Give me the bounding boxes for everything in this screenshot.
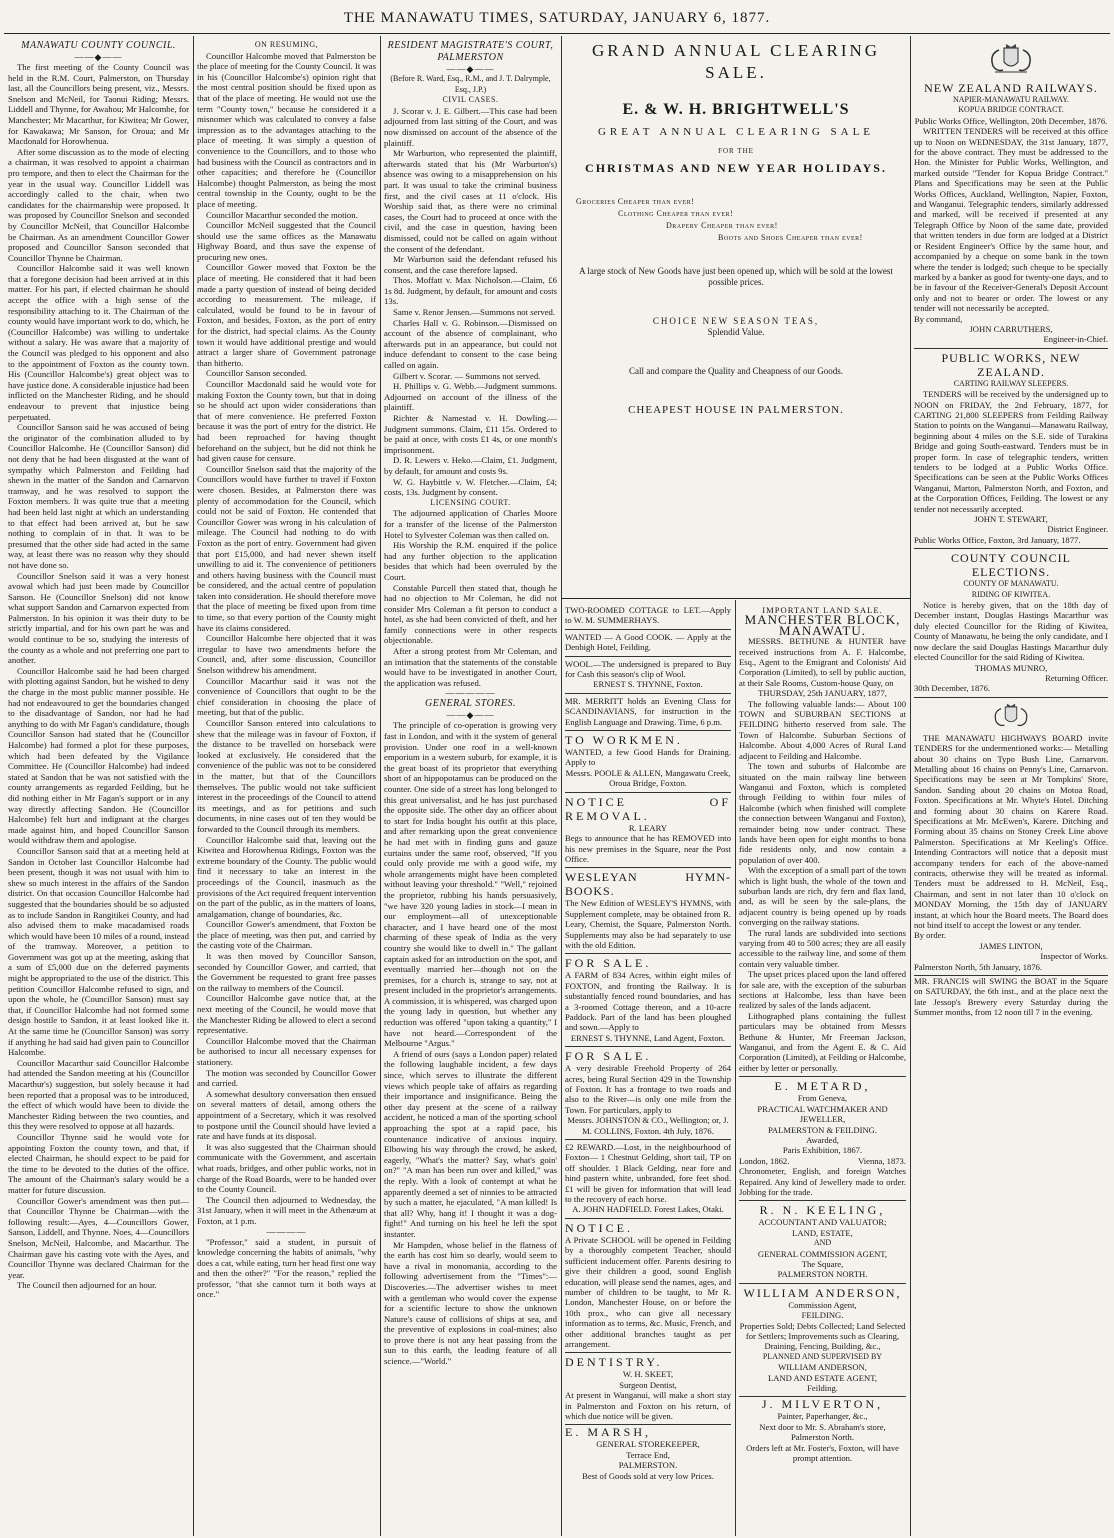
advert-line: PLANNED AND SUPERVISED BY (762, 1351, 883, 1361)
paragraph: Councillor Thynne said he would vote for appointing Foxton the county town, and that, if elected Chairman, he should expect to be paid for the time to be devoted to the duties of the office. The amount of the Chairman's salary would be a matter for future discussion. (8, 1131, 189, 1195)
advert-dentistry (565, 1353, 731, 1425)
paragraph: Councillor Snelson said that the majority of the Councillors would have further to travel if Foxton were chosen. Besides, at Palmerston there was plenty of accommodation for the Council, which could not be said of Foxton. He contended that Councillor Gower was wrong in his calculation of mileage. The Council had nothing to do with Foxton as the port of entry. Government had given that port £15,000, and had never shewn itself unwilling to aid it. The convenience of petitioners and others having business with the Council must be considered, and the actual centre of population taken into consideration. He should therefore move that the place of meeting be fixed upon from time to time, so that every portion of the County might have its claims considered. (197, 463, 376, 633)
advert-subheading: COUNTY OF MANAWATU. (963, 579, 1059, 589)
paragraph: Councillor Halcombe said it was well known that a foregone decision had been arrived at in this matter. For his part, if elected chairman he should accept the office with a high sense of the responsibility attaching to it. The Chairman of the county would have important work to do, which, he (Councillor Halcombe) was willing to undertake without a salary. He was aware that a majority of the Council was pledged to his opponent and also to the appointment of Foxton as the county town. His (Councillor Halcombe's) great object was to have justice done. A considerable injustice had been inflicted on the Manchester Riding, and he should endeavour to prevent that injustice being perpetuated. (8, 263, 189, 422)
advert-text: A very desirable Freehold Property of 264 acres, being Rural Section 429 in the Township of Foxton. It has a frontage to two roads and also to the River—is only one mile from the Town. For particulars, apply to (565, 1063, 731, 1115)
advert-subtitle: GENERAL STOREKEEPER, (596, 1439, 700, 1450)
paragraph: D. R. Lewers v. Heko.—Claim, £1. Judgment, by default, for amount and costs 9s. (384, 455, 557, 476)
paragraph: After a strong protest from Mr Coleman, and an intimation that the statements of the constable would have to be investigated in another Court, the application was refused. (384, 646, 557, 688)
advert-line: AND (813, 1238, 832, 1248)
advert-heading: WILLIAM ANDERSON, (743, 1285, 902, 1300)
advert-wool (565, 657, 731, 694)
advert-text: A FARM of 834 Acres, within eight miles of FOXTON, and fronting the Railway. It is substantially fenced round boundaries, and has a 3-roomed Cottage thereon, and a 10-acre Paddock. Part of the land has been ploughed and sown.—Apply to (565, 970, 731, 1033)
advert-freehold-sale (565, 1047, 731, 1140)
advert-awarded: Awarded, (806, 1134, 839, 1145)
advert-footer: Orders left at Mr. Foster's, Foxton, will have prompt attention. (746, 1442, 899, 1464)
advert-line: GENERAL COMMISSION AGENT, (757, 1248, 888, 1259)
advert-signature: Messrs. JOHNSTON & CO., Wellington; or, J. M. COLLINS, Foxton. 4th July, 1876. (567, 1115, 729, 1136)
paragraph: Mr Warburton said the defendant refused his consent, and the case therefore lapsed. (384, 254, 557, 275)
advert-heading: E. METARD, (774, 1079, 871, 1094)
paragraph: The Council then adjourned to Wednesday, the 31st January, when it will meet in the Athenæum at Foxton, at 1 p.m. (197, 1194, 376, 1226)
advert-text: £2 REWARD.—Lost, in the neighbourhood of Foxton— 1 Chestnut Gelding, short tail, TP on off shoulder. 1 Black Gelding, near fore and hind pastern white, unbranded, fore feet shod. £1 will be given for information that will lead to the recovery of each horse. (565, 1142, 731, 1205)
advert-line: By command, (914, 313, 963, 324)
paragraph: Thos. Moffatt v. Max Nicholson.—Claim, £6 1s 8d. Judgment, by default, for amount and costs 13s. (384, 275, 557, 307)
advert-text: A Private SCHOOL will be opened in Feilding by a thoroughly competent Teacher, should sufficient inducement offer. Parents desiring to give their children a good, sound English education, will please send the names, ages, and number of children to be taught, to Mr R. London, Manchester House, on or before the 10th prox., who can give all necessary information as to terms, &c. Music, French, and other additional branches taught as per arrangement. (565, 1234, 731, 1349)
advert-line: FEILDING. (801, 1310, 844, 1321)
column-adverts-4 (565, 603, 731, 1534)
masthead: THE MANAWATU TIMES, SATURDAY, JANUARY 6, 1877. (343, 10, 771, 26)
article-court-and-stores (384, 40, 557, 1534)
paragraph: Councillor Macarthur seconded the motion. (206, 209, 358, 220)
paragraph: Councillor Gower moved that Foxton be the place of meeting. He considered that it had been made a party question of instead of being decided according to measurement. The mileage, if calculated, would be found to be in favour of Foxton, and besides, Foxton, as the port of entry for the district, had special claims. As the County town it would have additional prestige and would attract a larger share of Government patronage than hitherto. (197, 262, 376, 368)
advert-signature: JOHN T. STEWART, (974, 514, 1048, 525)
paragraph: The motion was seconded by Councillor Gower and carried. (197, 1067, 376, 1089)
paragraph: Notice is hereby given, that on the 18th day of December instant, Douglas Hastings Macarthur was duly elected Councillor for the Riding of Kiwitea, County of Manawatu, he being the only candidate, and I now declare the said Douglas Hastings Macarthur duly elected Councillor for the said Riding of Kiwitea. (914, 600, 1108, 663)
paragraph: THE MANAWATU HIGHWAYS BOARD invite TENDERS for the undermentioned works:— Metalling about 30 chains on Typo Bush Line, Carnarvon. Metalling about 16 chains on Penny's Line, Carnarvon. Specifications may be seen at Mr Tompkins' Store, Sandon. Sanding about 20 chains on Motoa Road, Foxton. Specifications at Mr. Whyte's Hotel. Ditching and forming about 30 chains on Karere Road. Specifications at Mr. McEwen's, Karere. Ditching and Forming about 35 chains on Stoney Creek Line above Palmerston. Specifications at Mr Keeling's Office. Intending Contractors will notice that a deposit must accompany tenders for each of the above-named contracts, otherwise they will be treated as informal. Tenders must be addressed to H. McNeil, Esq., Chairman, and sent in not later than 10 o'clock on MONDAY Morning, the 15th day of JANUARY instant, at which hour the Board meets. The Board does not bind itself to accept the lowest or any tender. (914, 732, 1108, 931)
advert-subheading: RIDING OF KIWITEA. (971, 589, 1051, 599)
divider: ——◆—— (446, 710, 495, 721)
advert-text: The New Edition of WESLEY'S HYMNS, with Supplement complete, may be obtained from R. Leary, Chemist, the Square, Palmerston North. Supplements may also be had separately to use with the old Edition. (565, 898, 731, 950)
divider: ——◆—— (446, 64, 495, 74)
paragraph: Gilbert v. Scorar. — Summons not served. (393, 370, 541, 381)
paragraph: It was also suggested that the Chairman should communicate with the Government, and ascertain what roads, bridges, and other public works, not in charge of the Road Boards, were to be handed over to the County Council. (197, 1141, 376, 1195)
advert-title: Inspector of Works. (1040, 951, 1108, 962)
court-bench: (Before R. Ward, Esq., R.M., and J. T. Dalrymple, Esq., J.P.) (390, 74, 551, 94)
article-county-council (8, 40, 189, 1534)
advert-text: TWO-ROOMED COTTAGE to LET.—Apply to W. M. SUMMERHAYS. (565, 605, 731, 626)
paragraph: Mr Hampden, whose belief in the flatness of the earth has cost him so dearly, would seem to have a rival in monomania, according to the following advertisement from the "Times":—Discoveries.—The advertiser wishes to meet with a gentleman who would cover the expense for a scientific lecture to show the unknown Nature's cause of collisions of ships at sea, and the preventive of explosions in coal-mines; also to prove there is not any heat passing from the sun to this earth, the leading feature of all science.—"World." (384, 1239, 557, 1367)
advert-line: By order. (914, 930, 946, 941)
advert-workmen (565, 731, 731, 793)
column-rule (193, 36, 194, 1536)
column-adverts-6 (914, 40, 1108, 1534)
sale-line: GREAT ANNUAL CLEARING SALE (597, 126, 875, 138)
column-rule (910, 36, 911, 1536)
advert-heading: J. MILVERTON, (761, 1397, 884, 1412)
paragraph: Councillor Gower's amendment, that Foxton be the place of meeting, was then put, and carried by the casting vote of the Chairman. (197, 919, 376, 951)
advert-text: MR. MERRITT holds an Evening Class for SCANDINAVIANS, for instruction in the English Language and Drawing. Time, 6 p.m. (565, 695, 731, 727)
firm-name: E. & W. H. BRIGHTWELL'S (622, 101, 850, 118)
advert-line: ACCOUNTANT AND VALUATOR; (758, 1217, 887, 1228)
advert-heading: PUBLIC WORKS, NEW ZEALAND. (941, 350, 1081, 379)
paragraph: Councillor Sanson said he was accused of being the originator of the combination alluded to by Councillor Halcombe. He (Councillor Sanson) did not deny that he had been disgusted at the want of sympathy which Palmerston and Feilding had shewn in the matter of the Sandon and Carnarvon tramway, and he was resolved to support the Foxton members. It was quite true that a meeting had been held last night at which an understanding to that effect had been arrived at, but he saw nothing to complain of in that. It was to be presumed that the other side had acted in the same way, at least there was no reason why they should not have done so. (8, 422, 189, 570)
paragraph: J. Scorar v. J. E. Gilbert.—This case had been adjourned from last sitting of the Court, and was now dismissed on account of the absence of the plaintiff. (384, 105, 557, 148)
advert-highways-board (914, 698, 1108, 976)
advert-heading: NOTICE OF REMOVAL. (565, 794, 731, 823)
advert-text: WANTED — A Good COOK. — Apply at the Denbigh Hotel, Feilding. (565, 631, 731, 653)
cheapest-line: CHEAPEST HOUSE IN PALMERSTON. (628, 404, 844, 416)
teas-line: CHOICE NEW SEASON TEAS, (652, 316, 820, 326)
advert-address: The Square, (801, 1258, 844, 1269)
advert-office: Public Works Office, Wellington, 20th December, 1876. (914, 115, 1108, 126)
section-heading: LICENSING COURT. (430, 497, 511, 507)
advert-signature: JAMES LINTON, (979, 940, 1043, 951)
paragraph: MESSRS. BETHUNE & HUNTER have received instructions from A. F. Halcombe, Esq., Agent to the Emigrant and Colonists' Aid Corporation (Limited), to sell by public auction, at their Sale Rooms, Custom-house Quay, on (739, 636, 906, 688)
advert-heading: E. MARSH, (565, 1425, 652, 1440)
paragraph: Councillor Macarthur said Councillor Halcombe had attended the Sandon meeting at his (Councillor Macarthur's) suggestion, but solely because it had been reported that a proposal was to be introduced, the effect of which would have been to divide the Manchester Riding between the two counties, and this they were resolved to oppose at all hazards. (8, 1057, 189, 1132)
advert-address: Terrace End, (626, 1449, 670, 1460)
advert-merritt (565, 694, 731, 731)
advert-heading: TO WORKMEN. (565, 733, 683, 748)
advert-heading: FOR SALE. (565, 956, 652, 971)
advert-award: London, 1862. (739, 1155, 790, 1166)
advert-heading: WESLEYAN HYMN-BOOKS. (565, 870, 731, 899)
advert-town: PALMERSTON. (618, 1460, 678, 1471)
advert-council-elections (914, 549, 1108, 697)
article-heading: MANAWATU COUNTY COUNCIL. (21, 40, 176, 51)
advert-grand-clearing-sale (566, 40, 906, 596)
paragraph: With the exception of a small part of the town which is light bush, the whole of the town and suburban lands are rich, dry fern and flax land, and, as will be seen by the sale-plans, the adjacent country is being opened up by roads converging on the railway stations. (739, 865, 906, 928)
paragraph: Constable Purcell then stated that, though he had no objection to Mr Coleman, he did not consider Mrs Coleman a fit person to conduct a hotel, as she had been convicted of theft, and her family connections were in other respects objectionable. (384, 582, 557, 646)
column-rule (561, 36, 562, 1536)
paragraph: W. G. Haybittle v. W. Fletcher.—Claim, £4; costs, 13s. Judgment by consent. (384, 476, 557, 498)
advert-keeling (739, 1201, 906, 1283)
advert-heading: NOTICE. (565, 1220, 633, 1235)
paragraph: After some discussion as to the mode of electing a chairman, it was resolved to appoint a chairman pro tempore, and then to elect the Chairman for the year in the usual way. Councillor Liddell was accordingly called to the chair, when two candidates for the chairmanship were proposed. It was proposed by Councillor Snelson and seconded by Councillor McNeil, that Councillor Halcombe be Chairman. As an amendment Councillor Gower proposed and Councillor Sanson seconded that Councillor Thynne be Chairman. (8, 146, 189, 263)
advert-signature: JOHN CARRUTHERS, (969, 323, 1053, 334)
advert-footer: Best of Goods sold at very low Prices. (582, 1470, 714, 1481)
paragraph: Councillor Sanson said that at a meeting held at Sandon in October last Councillor Halcombe had been present, though it was not usual with him to shew so much interest in the affairs of the Sandon district. On that occasion Councillor Halcombe had suggested that the boundaries should be so adjusted as to include Sandon in Rangitikei County, and had also advised them to make macadamised roads which would have been 10 miles of a round, instead of the tramway. Moreover, a petition to Government was got up at the meeting, asking that a sum of £5,000 due on the deferred payments might be appropriated to the use of the district. This petition Councillor Halcombe refused to sign, and upon the whole, he (Councillor Sanson) must say that, if Councillor Halcombe had not formed some design hostile to Sandon, it at least looked like it. At the same time he (Councillor Sanson) was sorry if anything he had said had given pain to Councillor Halcombe. (8, 845, 189, 1058)
advert-reward (565, 1140, 731, 1219)
paragraph: The town and suburbs of Halcombe are situated on the main railway line between Wanganui and Foxton, which is completed through Feilding to within four miles of Halcombe (which when finished will complete the connection between Wanganui and Foxton), remainder being now under contract. These lands have been open for eight months to bona fide residents only, and now contain a population of over 400. (739, 761, 906, 865)
paragraph: The Council then adjourned for an hour. (17, 1280, 157, 1291)
advert-subtitle: From Geneva, (797, 1093, 848, 1104)
paragraph: Councillor Snelson said it was a very honest avowal which had just been made by Councillor Sanson. He (Councillor Snelson) did not know what support Sandon and Carnarvon expected from Palmerston. In his opinion it was their duty to be strictly impartial, and for his own part he was and would continue to be so, studying the interests of the county as a whole and not preferring one part to another. (8, 570, 189, 666)
advert-farm-sale (565, 954, 731, 1047)
advert-award: Paris Exhibition, 1867. (782, 1145, 863, 1156)
paragraph: The upset prices placed upon the land offered for sale are, with the exception of the suburban sections at Halcombe, less than have been realized by sales of the lands adjacent. (739, 969, 906, 1011)
paragraph: Councillor McNeil suggested that the Council should use the same offices as the Manawatu Highway Board, and thus save the expense of procuring new ones. (197, 220, 376, 262)
paragraph: A friend of ours (says a London paper) related the following laughable incident, a few days since, which serves to illustrate the different views which people take of affairs as regarding their importance and insignificance. Being the other day present at the scene of a railway accident, he noticed a man of the sporting school approaching the spot at a rapid pace, his countenance indicative of anxious inquiry. Elbowing his way through the crowd, he asked, eagerly, "What's the matter? Say, what's goin' on?" "A man has been run over and killed," was the reply. With a look of contempt at what he apparently deemed a set of ninnies to be attracted by such a matter, he ejaculated, "A man killed! Is that all? Why, hang it! I thought it was a dog-fight!" And turning on his heel he left the spot instanter. (384, 1048, 557, 1239)
advert-name: WILLIAM ANDERSON, (778, 1362, 867, 1373)
advert-heading: DENTISTRY. (565, 1355, 663, 1370)
paragraph: The principle of co-operation is growing very fast in London, and with it the system of general provision. Under one roof in a well-known emporium in a western suburb, for example, it is the great boast of its proprietor that everything short of an hippopotamus can be produced on the counter. One side of a street has long belonged to this great universalist, and he has just purchased the opposite side. The other day an officer about to start for India bought his outfit at this place, and after remarking upon the great convenience he had met with in finding guns and gauze curtains under the same roof, observed, "If you could only provide me with a good wife, my whole arrangements might have been completed without leaving your threshold." "Well," rejoined the proprietor, rubbing his hands persuasively, "we have 320 young ladies in stock—I mean in our employment—all of unexceptionable character, and I have heard one of the most charming of these speak of India as the very country she would like to dwell in." The gallant captain asked for an introduction on the spot, and eventually married her—though not on the premises, for a church is, strange to say, not at present included in the proprietor's arrangements. A commission, it is whispered, was charged upon the young lady in question, but whether any reduction was offered "upon taking a quantity," I have not heard.—Correspondent of the Melbourne "Argus." (384, 720, 557, 1049)
advert-subheading: CARTING RAILWAY SLEEPERS. (953, 378, 1069, 388)
advert-removal (565, 793, 731, 869)
advert-text: WANTED, a few Good Hands for Draining. Apply to (565, 747, 731, 768)
paragraph: Councillor Halcombe here objected that it was irregular to have two amendments before the Council, and, after some discussion, Councillor Snelson withdrew his amendment. (197, 633, 376, 676)
advert-text: MR. FRANCIS will SWING the BOAT in the Square on SATURDAY, the 6th inst., and at the place next the late Jessop's Brewery every Saturday during the Summer months, from 12 noon till 7 in the evening. (914, 976, 1108, 1018)
paragraph: TENDERS will be received by the undersigned up to NOON on FRIDAY, the 2nd February, 1877, for CARTING 21,800 SLEEPERS from Feilding Railway Station to points on the Wanganui—Manawatu Railway, beginning about 4 miles on the S.E. side of Turakina Bridge and going South-eastward. Tenders must be in proper form. In case of telegraphic tenders, written tenders to be lodged at a Public Works Office. Specifications can be seen at the Public Works Offices Wanganui, Marton, Palmerston North, and Foxton, and at the Corporation Offices, Feilding. The lowest or any tender not necessarily accepted. (914, 389, 1108, 514)
paragraph: Same v. Renor Jensen.—Summons not served. (393, 307, 556, 318)
advert-subtitle: Surgeon Dentist, (619, 1379, 677, 1390)
advert-title: Returning Officer. (1045, 672, 1108, 683)
section-heading: CIVIL CASES. (442, 95, 499, 105)
paragraph: Councillor Halcombe moved that the Chairman be authorised to incur all necessary expenses for stationery. (197, 1035, 376, 1067)
advert-text: Begs to announce that he has REMOVED into his new premises in the Square, near the Post Office. (565, 833, 731, 864)
advert-line: LAND, ESTATE, (792, 1227, 853, 1238)
advert-title: Engineer-in-Chief. (1043, 334, 1108, 345)
paragraph: Lithographed plans containing the fullest particulars may be obtained from Messrs Bethune & Hunter, Mr Freeman Jackson, Wanganui, and from the Agent E. & C. Aid Corporation (Limited), at Feilding or Halcombe, either by letter or personally. (739, 1010, 906, 1073)
royal-coat-of-arms-icon (981, 42, 1041, 76)
column-adverts-5 (739, 603, 906, 1534)
advert-school-notice (565, 1219, 731, 1353)
advert-signature: ERNEST S. THYNNE, Land Agent, Foxton. (570, 1032, 726, 1043)
advert-town: Feilding. (807, 1383, 838, 1394)
article-heading: RESIDENT MAGISTRATE'S COURT, PALMERSTON (387, 40, 554, 63)
advert-text: WOOL.—The undersigned is prepared to Buy for Cash this season's clip of Wool. (565, 658, 731, 680)
call-line: Call and compare the Quality and Cheapness of our Goods. (629, 366, 843, 376)
article-heading: GENERAL STORES. (424, 698, 517, 710)
advert-milverton (739, 1397, 906, 1463)
paragraph: A somewhat desultory conversation then ensued on several matters of detail, among others the appointment of a Secretary, which it was resolved to postpone until the Council should have levied a rate and have funds at its disposal. (197, 1088, 376, 1142)
advert-cook (565, 630, 731, 657)
paragraph: His Worship the R.M. enquired if the police had any further objection to the application besides that which had been overruled by the Court. (384, 540, 557, 582)
advert-signature: A. JOHN HADFIELD. Forest Lakes, Otaki. (572, 1204, 724, 1215)
advert-date: Palmerston North, 5th January, 1876. (914, 961, 1043, 972)
advert-francis-boat (914, 976, 1108, 1018)
advert-town: PALMERSTON NORTH. (777, 1269, 868, 1280)
advert-name: R. LEARY (628, 822, 668, 833)
advert-heading: COUNTY COUNCIL ELECTIONS. (951, 551, 1071, 580)
advert-heading: FOR SALE. (565, 1049, 652, 1064)
paragraph: Councillor Halcombe moved that Palmerston be the place of meeting for the County Council. It was in his (Councillor Halcombe's) opinion right that the most central position should be fixed upon as that of the place of meeting. He would not use the term "County town," because he considered it a misnomer which was calculated to convey a false impression as to the advantages attaching to the place of meeting. It was simply a question of convenience to the Councillors, and to those who had business with the Council as contractors and in other capacities; and therefore he (Councillor Halcombe) thought Palmerston, as being the most central township in the County, ought to be the place of meeting. (197, 50, 376, 209)
advert-office: Public Works Office, Foxton, 3rd January, 1877. (914, 534, 1081, 545)
cheaper-line: Clothing Cheaper than ever! (618, 209, 734, 218)
paragraph: Councillor Halcombe said he had been charged with plotting against Sandon, but he wished to deny the charge in the most public manner possible. He had not endeavoured to get the boundaries changed to the disadvantage of Sandon, nor had he had anything to do with Mr Fagan's candidature, though Councillor Sanson had stated that he (Councillor Halcombe) had formed a plot for these purposes, which had been defeated by the Vigilance Committee. He (Councillor Halcombe) had indeed stated at Sandon that he was not satisfied with the county arrangements as regarded Feilding, but he did nothing either in Mr Fagan's support or in any way directly affecting Sandon. He (Councillor Halcombe) felt hurt and indignant at the charges made against him, and hoped Councillor Sanson would withdraw them and apologise. (8, 665, 189, 846)
paragraph: Councillor Macarthur said it was not the convenience of Councillors that ought to be the chief consideration in choosing the place of meeting, but that of the public. (197, 675, 376, 718)
section-heading: ON RESUMING, (254, 40, 319, 49)
advert-text: Next door to Mr. S. Abraham's store, Palmerston North. (759, 1421, 886, 1443)
advert-line: Commission Agent, (788, 1299, 857, 1310)
royal-coat-of-arms-icon (986, 702, 1036, 730)
paragraph: Councillor Sanson seconded. (206, 368, 308, 379)
advert-town: PALMERSTON & FEILDING. (767, 1124, 878, 1135)
paragraph: Councillor Gower's amendment was then put—that Councillor Thynne be Chairman—with the following result:—Ayes, 4—Councillors Gower, Sanson, Liddell, and Thynne. Noes, 4—Councillors Snelson, McNeil, Halcombe, and Macarthur. The Chairman gave his casting vote with the Ayes, and Councillor Thynne was declared Chairman for the year. (8, 1195, 189, 1280)
advert-signature: ERNEST S. THYNNE, Foxton. (593, 679, 703, 690)
paragraph: The adjourned application of Charles Moore for a transfer of the license of the Palmerston Hotel to Sylvester Coleman was then called on. (384, 508, 557, 540)
paragraph: Mr Warburton, who represented the plaintiff, afterwards stated that his (Mr Warburton's) absence was owing to a misapprehension on his part. It was usual to take the criminal business first, and the civil cases at 11 o'clock. His Worship said that, as there were no criminal cases, the Court had to proceed at once with the civil, and the case in question, having been dismissed, could not be called on again without the consent of the defendant. (384, 148, 557, 254)
advert-text: Chronometer, English, and foreign Watches Repaired. Any kind of Jewellery made to order. Jobbing for the trade. (739, 1166, 906, 1197)
sale-date: THURSDAY, 25th JANUARY, 1877, (758, 688, 887, 699)
advert-date: 30th December, 1876. (914, 683, 991, 694)
paragraph: Richter & Namestad v. H. Dowling.—Judgment summons. Claim, £11 15s. Ordered to be paid at once, with costs £1 4s, or one month's imprisonment. (384, 413, 557, 455)
holidays-line: CHRISTMAS AND NEW YEAR HOLIDAYS. (585, 161, 887, 175)
advert-public-works (914, 349, 1108, 550)
advert-land-sale (739, 603, 906, 1077)
advert-title: District Engineer. (1047, 524, 1108, 535)
advert-signature: Messrs. POOLE & ALLEN, Mangawatu Creek, Oroua Bridge, Foxton. (565, 767, 731, 789)
cheaper-list (566, 196, 906, 244)
advert-trade: Painter, Paperhanger, &c., (777, 1411, 868, 1422)
advert-text: At present in Wanganui, will make a short stay in Palmerston and Foxton on his return, of which due notice will be given. (565, 1390, 731, 1421)
paragraph: The rural lands are subdivided into sections varying from 40 to 500 acres; they are all easily accessible to the railway line, and some of them contain very valuable timber. (739, 927, 906, 969)
masthead-rule (4, 33, 1110, 34)
advert-name: W. H. SKEET, (622, 1369, 674, 1380)
paragraph: WRITTEN TENDERS will be received at this office up to Noon on WEDNESDAY, the 31st January, 1877, for the above contract. They must be addressed to the Hon. the Minister for Public Works, Wellington, and marked outside "Tender for Kopua Bridge Contract." Plans and Specifications may be seen at the Public Works Offices, Auckland, Wellington, Napier, Foxton, and Wanganui. Telegraphic tenders, similarly addressed and marked, will be received if presented at any Telegraph Office by Noon of the same date, provided that written tenders in due form are lodged at a District or Resident Engineer's Office by the same hour, and accompanied by a cheque on some bank in the town where the tender is lodged; such cheque to be specially marked by a banker as good for twenty-one days, and to be in favour of the Receiver-General's Deposit Account only and not to bearer or order. The lowest or any tender will not necessarily be accepted. (914, 126, 1108, 314)
paragraph: Councillor Halcombe said that, leaving out the Kiwitea and Horowhenua Ridings, Foxton was the extreme boundary of the County. The public would find it necessary to take an interest in the proceedings of the Council, inasmuch as the provisions of the Act required frequent intervention on the part of the public, as in the matters of loans, amalgamation, change of boundaries, &c. (197, 834, 376, 919)
advert-heading: IMPORTANT LAND SALE. (762, 605, 883, 615)
advert-heading: NEW ZEALAND RAILWAYS. (924, 81, 1098, 95)
advert-award: Vienna, 1873. (858, 1155, 906, 1166)
paragraph: Councillor Sanson entered into calculations to shew that the mileage was in favour of Foxton, if the distance to be travelled on horseback were looked at exclusively. He considered that the convenience of the public was not to be considered in the matter, but that of the Councillors themselves. The public would not take sufficient interest in the proceedings of the Council to attend its meetings, and as for petitions and such documents, in nine cases out of ten they would be forwarded to the Council through its members. (197, 718, 376, 834)
paragraph: Councillor Macdonald said he would vote for making Foxton the County town, but that in doing so he should act upon wider considerations than that of mere convenience. He preferred Foxton because it was the port of entry for the district. He had been reproached for having thought beforehand on the subject, but he did not think he had given cause for censure. (197, 379, 376, 464)
advert-anderson (739, 1284, 906, 1398)
advert-cottage (565, 603, 731, 630)
advert-heading: R. N. KEELING, (759, 1203, 886, 1218)
cheaper-line: Groceries Cheaper than ever! (576, 197, 695, 206)
advert-trade: PRACTICAL WATCHMAKER AND JEWELLER, (757, 1103, 888, 1125)
advert-line: LAND AND ESTATE AGENT, (768, 1372, 877, 1383)
paragraph: It was then moved by Councillor Sanson, seconded by Councillor Gower, and carried, that the Government be requested to grant free passes on the railway to members of the Council. (197, 951, 376, 993)
column-rule (380, 36, 381, 1536)
advert-subheading: NAPIER-MANAWATU RAILWAY. (952, 95, 1070, 104)
advert-heading: GRAND ANNUAL CLEARING SALE. (591, 41, 881, 82)
advert-rule (562, 598, 910, 599)
advert-subheading: KOPUA BRIDGE CONTRACT. (958, 105, 1064, 115)
paragraph: H. Phillips v. G. Webb.—Judgment summons. Adjourned on account of the illness of the plaintiff. (384, 381, 557, 413)
advert-metard (739, 1077, 906, 1201)
paragraph: The following valuable lands:— About 100 TOWN and SUBURBAN SECTIONS at FEILDING hitherto reserved from sale. The Town of Halcombe. Suburban Sections of Halcombe. About 4,000 Acres of Rural Land adjacent to Feilding and Halcombe. (739, 698, 906, 761)
advert-signature: THOMAS MUNRO, (974, 662, 1048, 673)
paragraph: The first meeting of the County Council was held in the R.M. Court, Palmerston, on Thursday last, all the Councillors being present, viz., Messrs. Snelson and McNeil, for Taonui Riding; Messrs. Liddell and Thynne, for Awahou; Mr Halcombe, for Manchester; Mr Macarthur, for Kiwitea; Mr Gower, for Kawakawa; Mr Sanson, for Oroua; and Mr Macdonald for Horowhenua. (8, 62, 189, 147)
splendid-line: Splendid Value. (707, 327, 765, 337)
advert-marsh (565, 1425, 731, 1481)
for-the: FOR THE (718, 147, 754, 155)
divider: ———— (266, 1226, 307, 1237)
advert-subheading: MANCHESTER BLOCK, MANAWATU. (744, 612, 901, 638)
article-on-resuming (197, 40, 376, 1534)
advert-hymn-books (565, 868, 731, 954)
cheaper-line: Boots and Shoes Cheaper than ever! (718, 233, 863, 242)
paragraph: "Professor," said a student, in pursuit of knowledge concerning the habits of animals, "why does a cat, while eating, turn her head first one way and then the other?" "For the reason," replied the professor, "that she cannot turn it both ways at once." (197, 1236, 376, 1300)
column-rule (735, 600, 736, 1536)
stock-note: A large stock of New Goods have just been opened up, which will be sold at the lowest possible prices. (579, 266, 893, 287)
advert-award-row (739, 1156, 906, 1166)
divider: ————— (445, 688, 496, 699)
paragraph: Charles Hall v. G. Robinson.—Dismissed on account of the absence of complainant, who afterwards put in an appearance, but could not induce defendant to consent to the case being called on again. (384, 317, 557, 371)
advert-railways (914, 79, 1108, 349)
paragraph: Councillor Halcombe gave notice that, at the next meeting of the Council, he would move that the Manchester Riding be allowed to elect a second representative. (197, 993, 376, 1036)
advert-text: Properties Sold; Debts Collected; Land Selected for Settlers; Improvements such as Clearing, Draining, Fencing, Building, &c., (739, 1320, 906, 1352)
divider: ——◆—— (74, 52, 123, 62)
cheaper-line: Drapery Cheaper than ever! (666, 221, 778, 230)
